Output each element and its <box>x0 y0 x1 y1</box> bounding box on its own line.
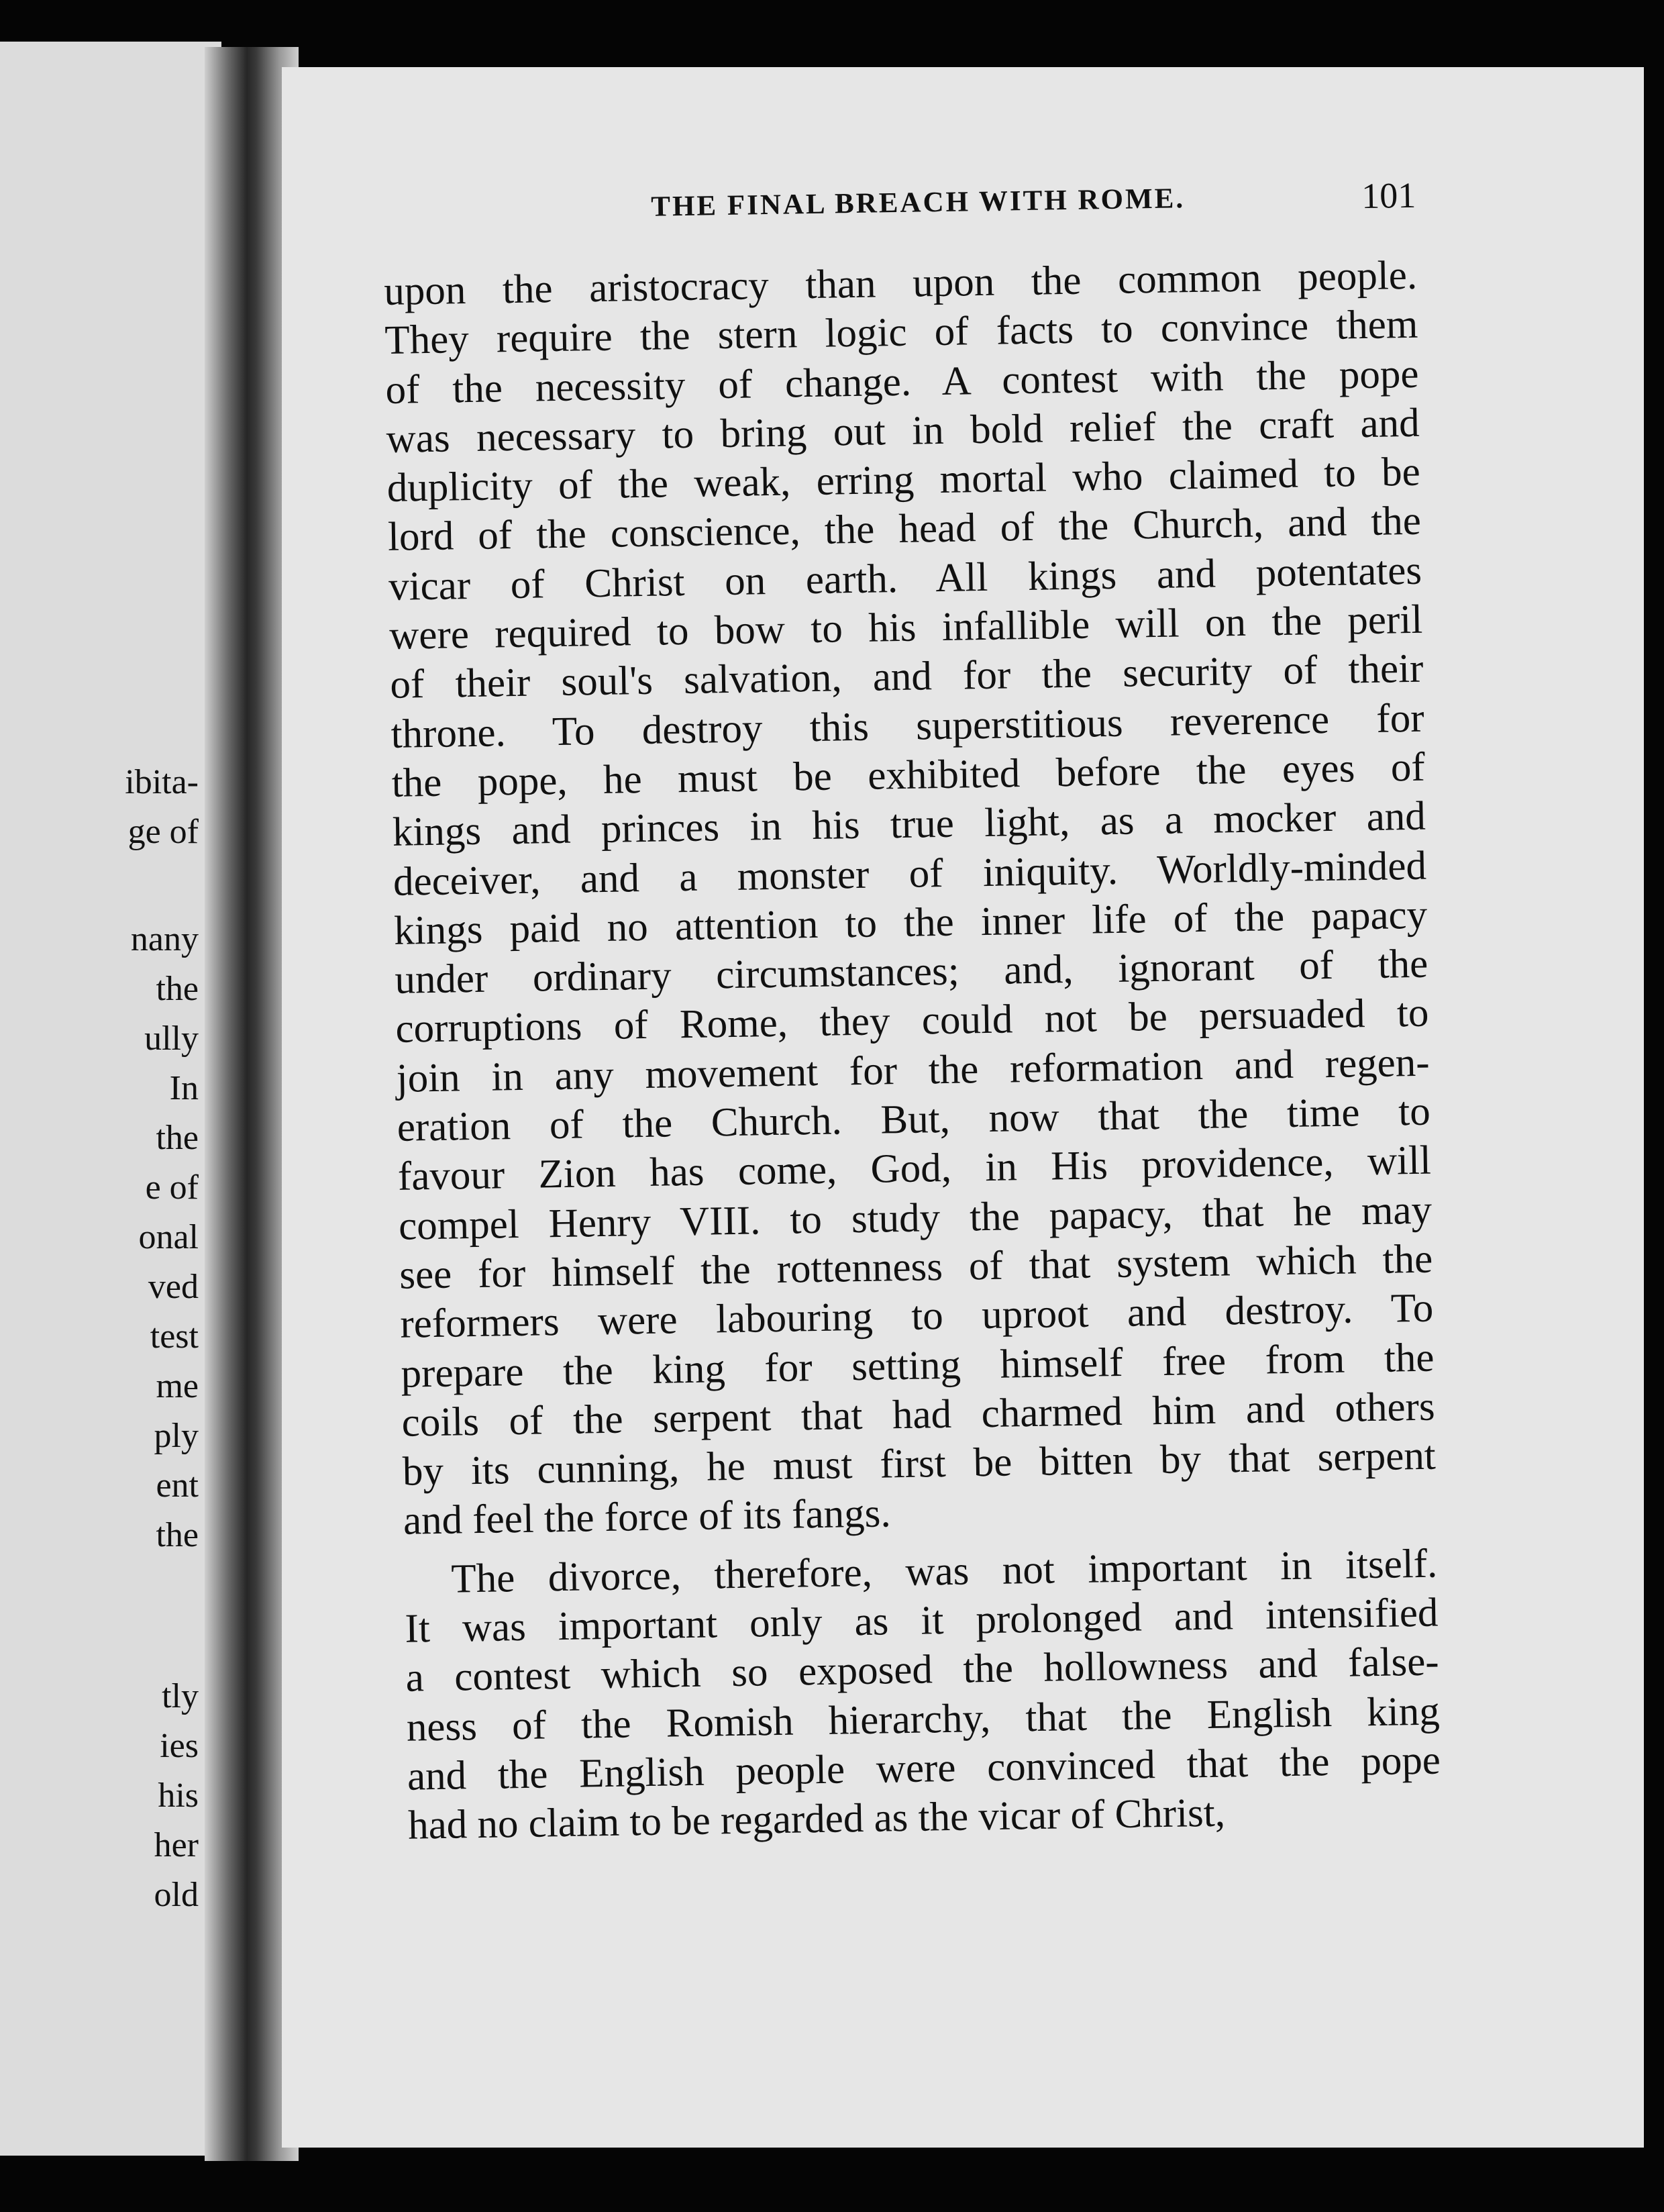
text-line: throne. To destroy this superstitious reverence for <box>391 695 1424 757</box>
text-line: favour Zion has come, God, in His providence, will <box>397 1138 1432 1200</box>
text-line: see for himself the rottenness of that system which the <box>399 1236 1433 1298</box>
left-fragment-line: ge of <box>127 813 199 851</box>
text-line: the pope, he must be exhibited before the eyes of <box>391 744 1426 806</box>
text-line: was necessary to bring out in bold relief the craft and <box>386 400 1420 462</box>
text-line: corruptions of Rome, they could not be persuaded to <box>395 991 1429 1052</box>
text-line: by its cunning, he must first be bitten by that serpent <box>402 1433 1437 1495</box>
text-line: It was important only as it prolonged and intensified <box>405 1590 1439 1652</box>
left-fragment-line: his <box>158 1776 199 1815</box>
text-line: prepare the king for setting himself free from the <box>401 1335 1435 1397</box>
body-text <box>384 251 1442 1850</box>
left-fragment-line: ved <box>148 1268 199 1306</box>
left-fragment-line: onal <box>138 1218 199 1256</box>
left-fragment-line: In <box>169 1069 199 1107</box>
left-fragment-line: the <box>156 970 199 1008</box>
text-line: lord of the conscience, the head of the Church, and the <box>387 499 1422 560</box>
left-fragment-line: old <box>154 1876 199 1914</box>
text-line: upon the aristocracy than upon the common people. <box>383 252 1418 314</box>
text-line: were required to bow to his infallible will on the peril <box>388 597 1423 658</box>
text-line: kings paid no attention to the inner life of the papacy <box>393 892 1428 954</box>
left-fragment-line: ies <box>160 1727 199 1765</box>
text-line: coils of the serpent that had charmed him and others <box>401 1384 1436 1446</box>
left-fragment-line: me <box>156 1367 199 1405</box>
left-fragment-line: test <box>150 1317 199 1356</box>
text-line: deceiver, and a monster of iniquity. Worldly-minded <box>393 843 1427 905</box>
left-fragment-line: the <box>156 1119 199 1157</box>
left-fragment-line: ply <box>154 1417 199 1455</box>
left-fragment-line: e of <box>145 1168 199 1207</box>
text-line: vicar of Christ on earth. All kings and potentates <box>388 548 1422 609</box>
left-fragment-line: nany <box>130 920 199 958</box>
page-number: 101 <box>1361 174 1416 217</box>
running-title: THE FINAL BREACH WITH ROME. <box>650 183 1186 223</box>
text-line: of the necessity of change. A contest with the pope <box>385 351 1419 413</box>
left-fragment-line: ibita- <box>125 763 199 801</box>
paragraph <box>384 251 1437 1546</box>
text-line: a contest which so exposed the hollowness and false- <box>405 1639 1440 1701</box>
left-facing-page <box>0 42 221 2156</box>
text-line: of their soul's salvation, and for the security of their <box>389 646 1424 708</box>
left-fragment-line: ent <box>156 1466 199 1505</box>
running-head <box>382 174 1416 248</box>
text-line: The divorce, therefore, was not important in itself. <box>450 1541 1438 1602</box>
text-line: They require the stern logic of facts to convince them <box>384 302 1418 364</box>
text-line: reformers were labouring to uproot and destroy. To <box>399 1285 1434 1348</box>
right-page <box>282 67 1644 2148</box>
text-line: and feel the force of its fangs. <box>403 1491 892 1544</box>
left-fragment-line: the <box>156 1516 199 1554</box>
text-line: and the English people were convinced that the pope <box>407 1738 1441 1799</box>
left-fragment-line: tly <box>162 1677 199 1715</box>
text-line: duplicity of the weak, erring mortal who claimed to be <box>386 449 1421 511</box>
left-fragment-line: ully <box>144 1019 199 1058</box>
page-content <box>382 174 1442 1850</box>
text-line: kings and princes in his true light, as a mocker and <box>392 793 1426 856</box>
text-line: eration of the Church. But, now that the time to <box>397 1089 1431 1150</box>
text-line: join in any movement for the reformation and regen- <box>396 1040 1431 1101</box>
text-line: had no claim to be regarded as the vicar of Christ, <box>407 1790 1226 1848</box>
text-line: compel Henry VIII. to study the papacy, that he may <box>398 1187 1433 1249</box>
text-line: ness of the Romish hierarchy, that the English king <box>406 1689 1441 1750</box>
text-line: under ordinary circumstances; and, ignorant of the <box>394 941 1428 1003</box>
paragraph <box>404 1539 1442 1850</box>
left-fragment-line: her <box>154 1826 199 1864</box>
